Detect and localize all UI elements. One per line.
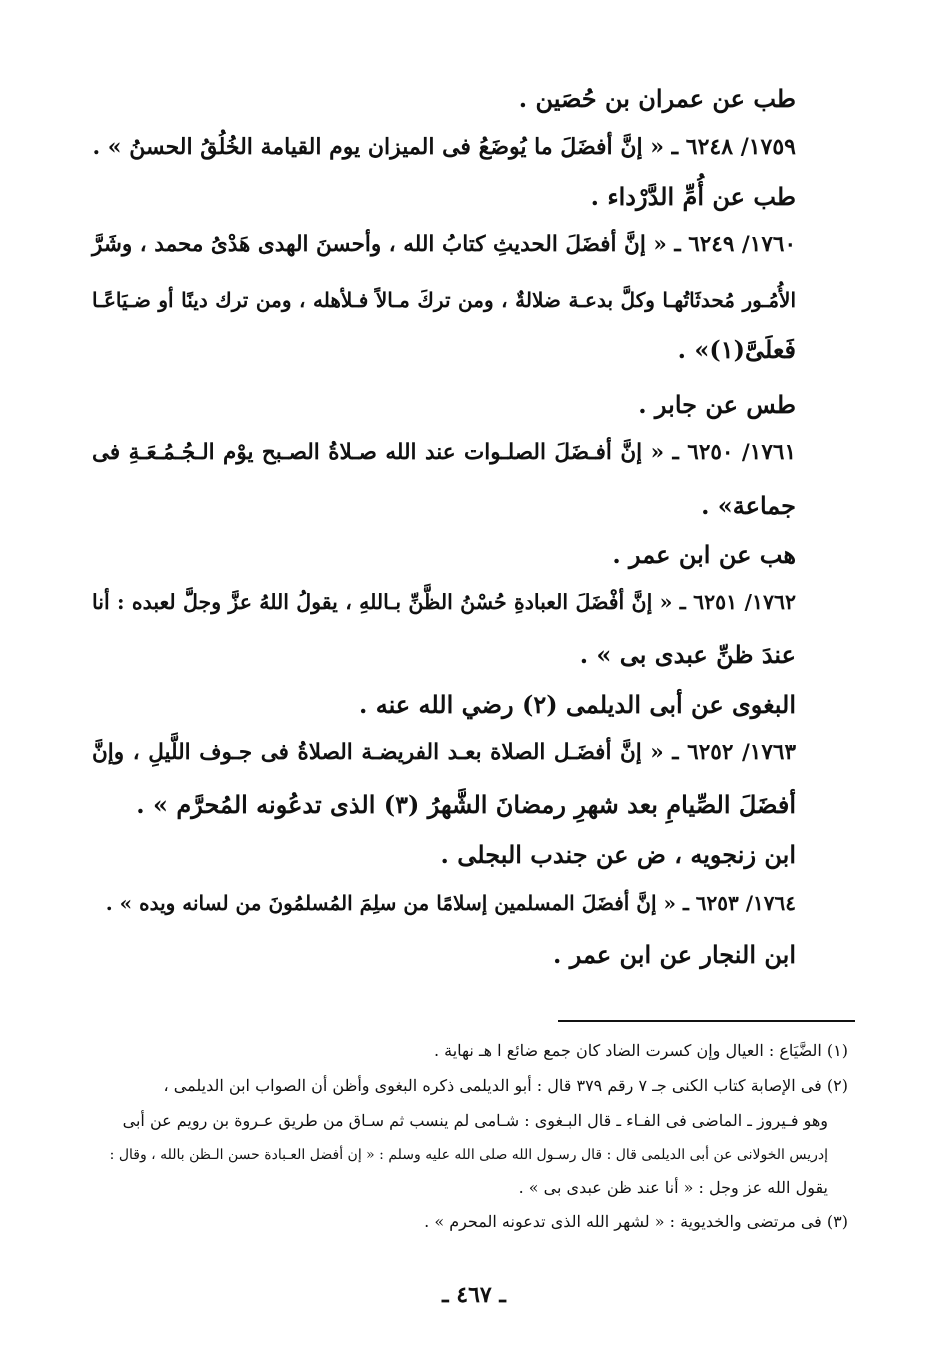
source-line-end: ابن النجار عن ابن عمر . (552, 940, 796, 969)
hadith-1763-line-1: ١٧٦٣/ ٦٢٥٢ ـ « إنَّ أفضَـل الصلاة بعـد الفريضـة الصلاةُ فى جـوف اللَّيلِ ، وإنَّ (92, 740, 796, 765)
hadith-1761-line-2: جماعة» . (701, 491, 796, 520)
hadith-1764: ١٧٦٤/ ٦٢٥٣ ـ « إنَّ أفضَلَ المسلمين إسلامًا من سلِمَ المُسلمُونَ من لسانه ويده » . (105, 891, 796, 915)
hadith-1761-line-1: ١٧٦١/ ٦٢٥٠ ـ « إنَّ أفـضَلَ الصلـوات عند الله صـلاةُ الصـبح يوْم الـجُـمُـعَـةِ فى (92, 440, 796, 465)
footnote-separator (558, 1020, 855, 1022)
footnote-2-line-2: وهو فـيروز ـ الماضى فى الفـاء ـ قال البـغوى : شـامى لم ينسب ثم سـاق من طريق عـروة بن رويم عن أبى (122, 1111, 828, 1130)
hadith-1763-line-2: أفضَلَ الصِّيامِ بعد شهرِ رمضانَ الشَّهرُ (٣) الذى تدعُونه المُحرَّم » . (136, 790, 796, 819)
footnote-3: (٣) فى مرتضى والخديوية : « لشهر الله الذى تدعونه المحرم » . (424, 1212, 848, 1231)
hadith-1760-line-3: فَعلَىَّ(١)» . (677, 335, 796, 364)
footnote-2-line-3: إدريس الخولانى عن أبى الديلمى قال : قال رسـول الله صلى الله عليه وسلم : « إن أفضل العـبادة حسن الـظن بالله ، وقال : (109, 1147, 828, 1163)
source-line-1761: طس عن جابر . (638, 390, 796, 419)
hadith-1759: ١٧٥٩/ ٦٢٤٨ ـ « إنَّ أفضَلَ ما يُوضَعُ فى الميزان يوم القيامة الخُلُقُ الحسنُ » . (92, 134, 796, 160)
source-line-1763: البغوى عن أبى الديلمى (٢) رضي الله عنه . (358, 690, 796, 719)
hadith-1762-line-2: عندَ ظنِّ عبدى بى » . (579, 640, 796, 669)
hadith-1760-line-1: ١٧٦٠/ ٦٢٤٩ ـ « إنَّ أفضَلَ الحديثِ كتابُ الله ، وأحسنَ الهدى هَدْىُ محمد ، وشَرَّ (92, 232, 796, 257)
source-line-1764: ابن زنجويه ، ض عن جندب البجلى . (440, 840, 796, 869)
source-line-1759: طب عن عمران بن حُصَين . (518, 84, 796, 113)
source-line-1762: هب عن ابن عمر . (612, 540, 796, 569)
hadith-1762-line-1: ١٧٦٢/ ٦٢٥١ ـ « إنَّ أفْضَلَ العبادةِ حُسْنُ الظَّنِّ بـاللهِ ، يقولُ اللهُ عزَّ وجلَّ لعبده : أنا (92, 590, 796, 614)
footnote-2-line-4: يقول الله عز وجل : « أنا عند ظن عبدى بى » . (518, 1178, 828, 1197)
source-line-1760: طب عن أُمِّ الدَّرْداء . (590, 182, 796, 211)
footnote-1: (١) الضَّيَاع : العيال وإن كسرت الضاد كان جمع ضائع ا هـ نهاية . (433, 1041, 848, 1060)
page-number: ـ ٤٦٧ ـ (442, 1282, 506, 1308)
footnote-2-line-1: (٢) فى الإصابة كتاب الكنى جـ ٧ رقم ٣٧٩ قال : أبو الديلمى ذكره البغوى وأظن أن الصواب ابن الديلمى ، (163, 1076, 848, 1095)
hadith-1760-line-2: الأُمُـور مُحدثَاتُهـا وكلَّ بدعـة ضلالةٌ ، ومن تركَ مـالاً فـلأهله ، ومن ترك دينًا أو ضـيَاعًـا (92, 288, 797, 312)
